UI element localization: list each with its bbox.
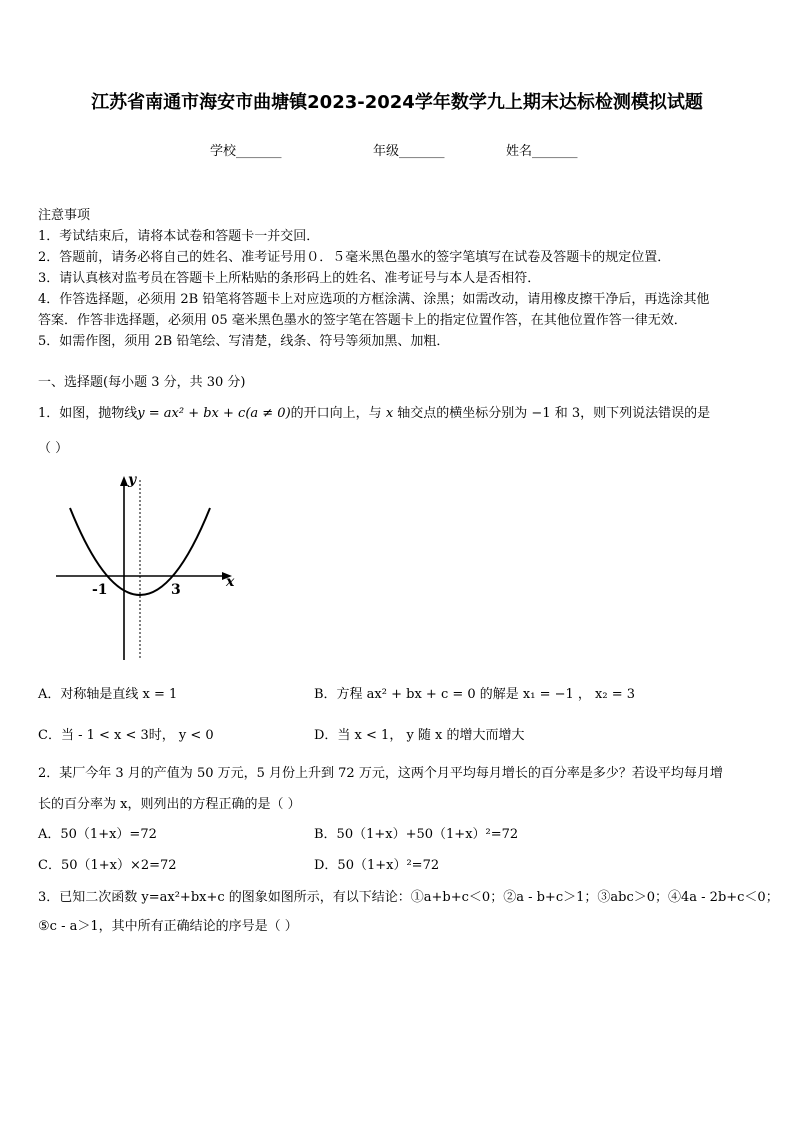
section-heading: 一、选择题(每小题 3 分，共 30 分) [38,375,246,390]
question-2-option-d: D．50（1+x）²=72 [314,858,440,873]
school-field: 学校_______ [210,144,282,159]
question-2-option-a: A．50（1+x）=72 [38,827,157,842]
question-1-option-c: C．当 - 1 < x < 3时， y < 0 [38,728,214,743]
question-2-line-1: 2．某厂今年 3 月的产值为 50 万元，5 月份上升到 72 万元，这两个月平均每月增长的百分率是多少？若设平均每月增 [38,766,723,781]
page-title: 江苏省南通市海安市曲塘镇2023-2024学年数学九上期末达标检测模拟试题 [91,92,703,113]
question-1-prefix: 1．如图，抛物线 [38,406,138,421]
notice-heading: 注意事项 [38,208,91,223]
y-axis-label: y [128,472,137,488]
question-1-option-d: D．当 x < 1， y 随 x 的增大而增大 [314,728,525,743]
question-2-line-2: 长的百分率为 x，则列出的方程正确的是（ ） [38,797,301,812]
y-axis-arrow [120,476,128,486]
question-2-option-b: B．50（1+x）+50（1+x）²=72 [314,827,519,842]
parabola-graph [50,468,240,663]
question-2-option-c: C．50（1+x）×2=72 [38,858,177,873]
tick-label-3: 3 [171,582,181,598]
notice-item-4-cont: 答案．作答非选择题，必须用 05 毫米黑色墨水的签字笔在答题卡上的指定位置作答，在其他位置作答一律无效． [38,313,687,328]
notice-item-4: 4．作答选择题，必须用 2B 铅笔将答题卡上对应选项的方框涂满、涂黑；如需改动，请用橡皮擦干净后，再选涂其他 [38,292,710,307]
notice-item-5: 5．如需作图，须用 2B 铅笔绘、写清楚，线条、符号等须加黑、加粗． [38,334,450,349]
question-1-suffix: 轴交点的横坐标分别为 −1 和 3，则下列说法错误的是 [397,406,711,421]
question-3-line-2: ⑤c - a＞1，其中所有正确结论的序号是（ ） [38,919,298,934]
name-field: 姓名_______ [506,144,578,159]
question-1-stem [38,402,710,421]
question-1-equation: y = ax² + bx + c(a ≠ 0) [137,406,291,421]
tick-label-neg1: -1 [92,582,108,598]
x-axis-label: x [226,574,235,590]
grade-field: 年级_______ [373,144,445,159]
question-1-option-a: A．对称轴是直线 x = 1 [38,687,178,702]
question-1-option-b: B．方程 ax² + bx + c = 0 的解是 x₁ = −1 ， x₂ = 3 [314,687,636,702]
question-1-paren: （ ） [38,441,69,456]
notice-item-2: 2．答题前，请务必将自己的姓名、准考证号用０．５毫米黑色墨水的签字笔填写在试卷及答题卡的规定位置． [38,250,671,265]
question-1-mid: 的开口向上，与 [290,406,382,421]
notice-item-1: 1．考试结束后，请将本试卷和答题卡一并交回． [38,229,320,244]
question-1-xvar: x [385,406,394,421]
question-3-line-1: 3．已知二次函数 y=ax²+bx+c 的图象如图所示，有以下结论：①a+b+c＜0；②a - b+c＞1；③abc＞0；④4a - 2b+c＜0； [38,890,779,905]
notice-item-3: 3．请认真核对监考员在答题卡上所粘贴的条形码上的姓名、准考证号与本人是否相符． [38,271,541,286]
